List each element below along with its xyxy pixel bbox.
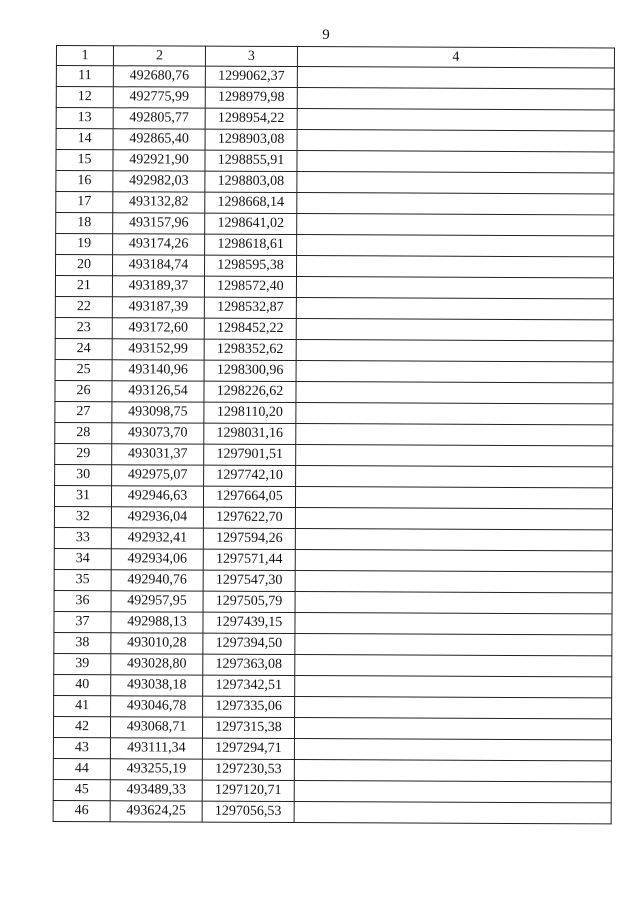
table-row xyxy=(53,737,611,760)
point-number-cell: 37 xyxy=(54,611,111,632)
table-row xyxy=(55,380,613,403)
table-row xyxy=(54,611,612,634)
table-body xyxy=(53,66,614,824)
point-number-cell: 39 xyxy=(54,653,111,674)
x-coordinate-cell: 493255,19 xyxy=(110,759,202,780)
x-coordinate-cell: 493187,39 xyxy=(112,297,204,318)
point-number-cell: 41 xyxy=(54,695,111,716)
x-coordinate-cell: 492957,95 xyxy=(111,591,203,612)
y-coordinate-cell: 1298226,62 xyxy=(204,381,296,402)
point-number-cell: 13 xyxy=(56,108,113,129)
point-number-cell: 24 xyxy=(55,338,112,359)
y-coordinate-cell: 1297664,05 xyxy=(203,486,295,507)
y-coordinate-cell: 1297439,15 xyxy=(203,612,295,633)
notes-cell xyxy=(295,529,612,551)
x-coordinate-cell: 493489,33 xyxy=(110,780,202,801)
column-header-3: 3 xyxy=(205,46,297,66)
y-coordinate-cell: 1297363,08 xyxy=(203,654,295,675)
notes-cell xyxy=(296,256,613,278)
y-coordinate-cell: 1298855,91 xyxy=(205,150,297,171)
table-row xyxy=(54,653,612,676)
y-coordinate-cell: 1298572,40 xyxy=(204,276,296,297)
y-coordinate-cell: 1297335,06 xyxy=(203,696,295,717)
y-coordinate-cell: 1298595,38 xyxy=(204,255,296,276)
table-row xyxy=(55,422,613,445)
x-coordinate-cell: 493152,99 xyxy=(112,339,204,360)
y-coordinate-cell: 1299062,37 xyxy=(205,66,297,87)
notes-cell xyxy=(296,424,613,446)
notes-cell xyxy=(296,298,613,320)
table-row xyxy=(55,464,613,487)
x-coordinate-cell: 493132,82 xyxy=(113,192,205,213)
point-number-cell: 27 xyxy=(55,401,112,422)
x-coordinate-cell: 493010,28 xyxy=(111,633,203,654)
table-row xyxy=(53,716,611,739)
point-number-cell: 31 xyxy=(54,485,111,506)
notes-cell xyxy=(295,676,612,698)
coordinates-table xyxy=(53,45,615,824)
notes-cell xyxy=(297,151,614,173)
table-row xyxy=(55,338,613,361)
point-number-cell: 17 xyxy=(56,192,113,213)
point-number-cell: 36 xyxy=(54,590,111,611)
table-row xyxy=(54,527,612,550)
y-coordinate-cell: 1297571,44 xyxy=(203,549,295,570)
point-number-cell: 43 xyxy=(53,737,110,758)
table-row xyxy=(54,506,612,529)
notes-cell xyxy=(294,802,611,824)
point-number-cell: 46 xyxy=(53,800,110,821)
notes-cell xyxy=(295,508,612,530)
x-coordinate-cell: 492946,63 xyxy=(111,486,203,507)
x-coordinate-cell: 492865,40 xyxy=(113,129,205,150)
notes-cell xyxy=(296,340,613,362)
point-number-cell: 25 xyxy=(55,359,112,380)
notes-cell xyxy=(294,760,611,782)
table-row xyxy=(55,401,613,424)
x-coordinate-cell: 493031,37 xyxy=(112,444,204,465)
x-coordinate-cell: 493140,96 xyxy=(112,360,204,381)
x-coordinate-cell: 493068,71 xyxy=(110,717,202,738)
table-row xyxy=(54,674,612,697)
table-row xyxy=(56,234,614,257)
table-row xyxy=(55,276,613,299)
table-row xyxy=(56,213,614,236)
x-coordinate-cell: 492680,76 xyxy=(113,66,205,87)
y-coordinate-cell: 1297394,50 xyxy=(203,633,295,654)
y-coordinate-cell: 1298618,61 xyxy=(205,234,297,255)
x-coordinate-cell: 492982,03 xyxy=(113,171,205,192)
x-coordinate-cell: 493111,34 xyxy=(110,738,202,759)
x-coordinate-cell: 493189,37 xyxy=(112,276,204,297)
x-coordinate-cell: 493624,25 xyxy=(110,801,202,822)
notes-cell xyxy=(297,67,614,89)
x-coordinate-cell: 492805,77 xyxy=(113,108,205,129)
column-header-1: 1 xyxy=(56,46,113,66)
x-coordinate-cell: 492936,04 xyxy=(111,507,203,528)
notes-cell xyxy=(297,109,614,131)
table-row xyxy=(54,632,612,655)
point-number-cell: 21 xyxy=(55,276,112,297)
table-row xyxy=(56,129,614,152)
point-number-cell: 29 xyxy=(55,443,112,464)
point-number-cell: 20 xyxy=(55,255,112,276)
y-coordinate-cell: 1297120,71 xyxy=(202,780,294,801)
x-coordinate-cell: 492775,99 xyxy=(113,87,205,108)
notes-cell xyxy=(297,193,614,215)
notes-cell xyxy=(296,319,613,341)
point-number-cell: 14 xyxy=(56,129,113,150)
y-coordinate-cell: 1297056,53 xyxy=(202,801,294,822)
table-row xyxy=(55,359,613,382)
x-coordinate-cell: 493073,70 xyxy=(112,423,204,444)
y-coordinate-cell: 1298352,62 xyxy=(204,339,296,360)
point-number-cell: 16 xyxy=(56,171,113,192)
notes-cell xyxy=(297,88,614,110)
y-coordinate-cell: 1297594,26 xyxy=(203,528,295,549)
notes-cell xyxy=(295,634,612,656)
y-coordinate-cell: 1298452,22 xyxy=(204,318,296,339)
x-coordinate-cell: 493126,54 xyxy=(112,381,204,402)
x-coordinate-cell: 492934,06 xyxy=(111,549,203,570)
table-row xyxy=(55,317,613,340)
y-coordinate-cell: 1297342,51 xyxy=(203,675,295,696)
notes-cell xyxy=(297,172,614,194)
table-row xyxy=(54,590,612,613)
notes-cell xyxy=(295,697,612,719)
x-coordinate-cell: 493046,78 xyxy=(111,696,203,717)
table-row xyxy=(56,87,614,110)
notes-cell xyxy=(296,403,613,425)
notes-cell xyxy=(296,361,613,383)
notes-cell xyxy=(295,571,612,593)
x-coordinate-cell: 493028,80 xyxy=(111,654,203,675)
table-row xyxy=(54,485,612,508)
notes-cell xyxy=(296,382,613,404)
point-number-cell: 18 xyxy=(56,213,113,234)
point-number-cell: 19 xyxy=(56,234,113,255)
point-number-cell: 15 xyxy=(56,150,113,171)
y-coordinate-cell: 1298031,16 xyxy=(204,423,296,444)
y-coordinate-cell: 1297315,38 xyxy=(202,717,294,738)
table-row xyxy=(56,171,614,194)
y-coordinate-cell: 1298110,20 xyxy=(204,402,296,423)
table-row xyxy=(56,192,614,215)
point-number-cell: 42 xyxy=(53,716,110,737)
notes-cell xyxy=(294,739,611,761)
page-number: 9 xyxy=(322,27,330,43)
notes-cell xyxy=(296,445,613,467)
table-row xyxy=(54,695,612,718)
table-row xyxy=(55,296,613,319)
point-number-cell: 40 xyxy=(54,674,111,695)
notes-cell xyxy=(295,613,612,635)
point-number-cell: 30 xyxy=(55,464,112,485)
point-number-cell: 12 xyxy=(56,87,113,108)
x-coordinate-cell: 492940,76 xyxy=(111,570,203,591)
column-header-4: 4 xyxy=(297,47,614,68)
table-row xyxy=(55,443,613,466)
point-number-cell: 23 xyxy=(55,317,112,338)
y-coordinate-cell: 1297742,10 xyxy=(204,465,296,486)
x-coordinate-cell: 492932,41 xyxy=(111,528,203,549)
x-coordinate-cell: 493174,26 xyxy=(113,234,205,255)
y-coordinate-cell: 1298300,96 xyxy=(204,360,296,381)
table-row xyxy=(53,800,611,823)
notes-cell xyxy=(296,277,613,299)
notes-cell xyxy=(295,550,612,572)
x-coordinate-cell: 493184,74 xyxy=(112,255,204,276)
notes-cell xyxy=(295,487,612,509)
notes-cell xyxy=(294,781,611,803)
notes-cell xyxy=(297,214,614,236)
point-number-cell: 44 xyxy=(53,758,110,779)
point-number-cell: 11 xyxy=(56,66,113,87)
y-coordinate-cell: 1298641,02 xyxy=(205,213,297,234)
y-coordinate-cell: 1297230,53 xyxy=(202,759,294,780)
point-number-cell: 35 xyxy=(54,569,111,590)
x-coordinate-cell: 493172,60 xyxy=(112,318,204,339)
table-row xyxy=(56,150,614,173)
table-row xyxy=(56,108,614,131)
x-coordinate-cell: 493157,96 xyxy=(113,213,205,234)
table-row xyxy=(55,255,613,278)
y-coordinate-cell: 1298803,08 xyxy=(205,171,297,192)
point-number-cell: 32 xyxy=(54,506,111,527)
point-number-cell: 33 xyxy=(54,527,111,548)
y-coordinate-cell: 1297901,51 xyxy=(204,444,296,465)
notes-cell xyxy=(297,235,614,257)
y-coordinate-cell: 1297294,71 xyxy=(202,738,294,759)
table-header-row xyxy=(56,46,614,68)
x-coordinate-cell: 492921,90 xyxy=(113,150,205,171)
point-number-cell: 22 xyxy=(55,296,112,317)
y-coordinate-cell: 1297547,30 xyxy=(203,570,295,591)
x-coordinate-cell: 493098,75 xyxy=(112,402,204,423)
point-number-cell: 34 xyxy=(54,548,111,569)
notes-cell xyxy=(296,466,613,488)
y-coordinate-cell: 1298668,14 xyxy=(205,192,297,213)
point-number-cell: 28 xyxy=(55,422,112,443)
point-number-cell: 26 xyxy=(55,380,112,401)
point-number-cell: 45 xyxy=(53,779,110,800)
notes-cell xyxy=(294,718,611,740)
table-row xyxy=(54,548,612,571)
x-coordinate-cell: 492988,13 xyxy=(111,612,203,633)
table-row xyxy=(53,758,611,781)
table-row xyxy=(54,569,612,592)
table-row xyxy=(56,66,614,89)
x-coordinate-cell: 493038,18 xyxy=(111,675,203,696)
y-coordinate-cell: 1298954,22 xyxy=(205,108,297,129)
y-coordinate-cell: 1298903,08 xyxy=(205,129,297,150)
table-row xyxy=(53,779,611,802)
y-coordinate-cell: 1297505,79 xyxy=(203,591,295,612)
notes-cell xyxy=(297,130,614,152)
x-coordinate-cell: 492975,07 xyxy=(112,465,204,486)
notes-cell xyxy=(295,655,612,677)
y-coordinate-cell: 1298532,87 xyxy=(204,297,296,318)
column-header-2: 2 xyxy=(113,46,205,66)
point-number-cell: 38 xyxy=(54,632,111,653)
y-coordinate-cell: 1298979,98 xyxy=(205,87,297,108)
notes-cell xyxy=(295,592,612,614)
y-coordinate-cell: 1297622,70 xyxy=(203,507,295,528)
